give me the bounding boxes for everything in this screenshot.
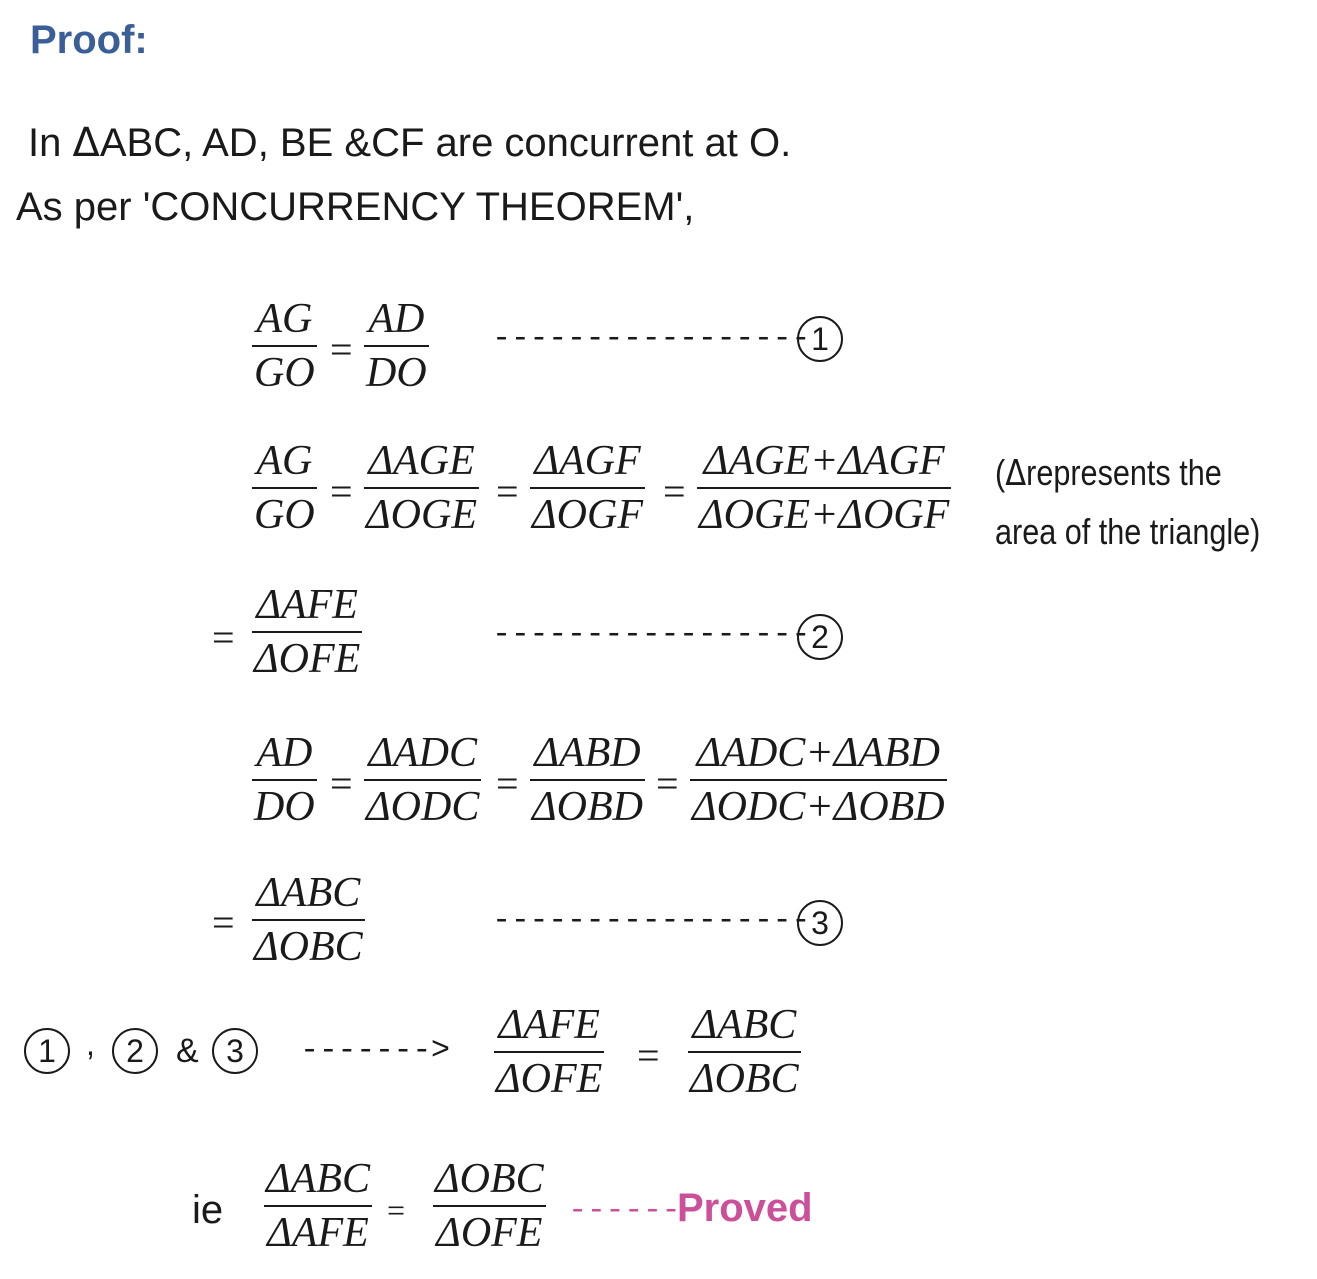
delta-symbol: Δ <box>72 120 100 166</box>
eq1-dash-line: ----------------- <box>492 320 810 357</box>
eq2-fraction-2 <box>364 438 479 538</box>
intro-prefix: In <box>28 121 62 165</box>
equals-sign: = <box>637 1033 660 1078</box>
eq4-f3-denominator: ΔOBD <box>532 784 643 830</box>
equals-sign: = <box>330 469 353 514</box>
eq3-fraction <box>252 582 362 682</box>
note-delta-symbol: Δ <box>1005 453 1027 494</box>
eq1-reference-number: 1 <box>797 316 843 362</box>
fraction-bar <box>252 345 317 347</box>
combine-comma: , <box>86 1026 95 1062</box>
equals-sign: = <box>663 469 686 514</box>
eq4-fraction-1 <box>252 730 317 830</box>
conclusion-rhs-denominator: ΔOFE <box>436 1210 543 1256</box>
conclusion-rhs-fraction <box>433 1156 546 1256</box>
combine-ref-2: 2 <box>112 1028 158 1074</box>
eq4-f2-numerator: ΔADC <box>368 730 477 776</box>
equals-sign: = <box>212 900 235 945</box>
area-note-line-1 <box>995 444 1260 503</box>
fraction-bar <box>530 487 645 489</box>
eq1-lhs-denominator: GO <box>254 350 315 396</box>
eq3-reference-number: 3 <box>797 900 843 946</box>
eq3-denominator: ΔOFE <box>254 636 361 682</box>
eq2-f1-numerator: AG <box>256 438 313 484</box>
combine-lhs-denominator: ΔOFE <box>496 1056 603 1102</box>
eq4-fraction-4 <box>690 730 947 830</box>
combine-arrow: -------> <box>300 1032 450 1069</box>
fraction-bar <box>252 631 362 633</box>
equals-sign: = <box>387 1192 406 1228</box>
eq1-rhs-numerator: AD <box>368 296 425 342</box>
eq2-f3-denominator: ΔOGF <box>532 492 643 538</box>
fraction-bar <box>433 1205 546 1207</box>
eq1-rhs-denominator: DO <box>366 350 427 396</box>
fraction-bar <box>690 779 947 781</box>
eq1-lhs-fraction <box>252 296 317 396</box>
equals-sign: = <box>212 615 235 660</box>
eq4-f4-numerator: ΔADC+ΔABD <box>696 730 940 776</box>
eq2-f4-numerator: ΔAGE+ΔAGF <box>703 438 945 484</box>
fraction-bar <box>252 487 317 489</box>
eq1-rhs-fraction <box>364 296 429 396</box>
intro-line-2: As per 'CONCURRENCY THEOREM', <box>16 185 695 229</box>
conclusion-lhs-numerator: ΔABC <box>266 1156 370 1202</box>
eq4-f1-denominator: DO <box>254 784 315 830</box>
eq5-fraction <box>252 870 365 970</box>
eq2-fraction-4 <box>697 438 951 538</box>
combine-rhs-numerator: ΔABC <box>692 1002 797 1048</box>
intro-line-1 <box>28 120 791 166</box>
eq1-lhs-numerator: AG <box>256 296 313 342</box>
equals-sign: = <box>656 761 679 806</box>
eq4-fraction-2 <box>364 730 481 830</box>
eq4-f2-denominator: ΔODC <box>366 784 480 830</box>
eq2-f2-denominator: ΔOGE <box>366 492 477 538</box>
area-note-line-2: area of the triangle) <box>995 511 1261 552</box>
combine-rhs-denominator: ΔOBC <box>690 1056 799 1102</box>
proved-label: Proved <box>677 1186 813 1230</box>
fraction-bar <box>364 779 481 781</box>
proof-title: Proof: <box>30 18 148 62</box>
eq4-f4-denominator: ΔODC+ΔOBD <box>692 784 945 830</box>
fraction-bar <box>364 345 429 347</box>
combine-ampersand: & <box>176 1032 199 1070</box>
note-text: represents the <box>1026 452 1222 493</box>
combine-lhs-numerator: ΔAFE <box>498 1002 600 1048</box>
combine-ref-1: 1 <box>24 1028 70 1074</box>
eq2-f3-numerator: ΔAGF <box>534 438 641 484</box>
eq2-fraction-1 <box>252 438 317 538</box>
eq2-dash-line: ----------------- <box>492 616 810 653</box>
ie-label: ie <box>192 1188 224 1232</box>
eq4-f1-numerator: AD <box>256 730 313 776</box>
eq2-f2-numerator: ΔAGE <box>368 438 475 484</box>
conclusion-lhs-denominator: ΔAFE <box>267 1210 369 1256</box>
fraction-bar <box>364 487 479 489</box>
eq2-f1-denominator: GO <box>254 492 315 538</box>
combine-lhs-fraction <box>494 1002 604 1102</box>
fraction-bar <box>494 1051 604 1053</box>
fraction-bar <box>264 1205 372 1207</box>
equals-sign: = <box>496 469 519 514</box>
eq3-dash-line: ----------------- <box>492 902 810 939</box>
eq2-reference-number: 2 <box>797 614 843 660</box>
combine-rhs-fraction <box>688 1002 801 1102</box>
equals-sign: = <box>496 761 519 806</box>
eq3-numerator: ΔAFE <box>256 582 358 628</box>
fraction-bar <box>697 487 951 489</box>
fraction-bar <box>530 779 645 781</box>
eq5-numerator: ΔABC <box>256 870 361 916</box>
conclusion-rhs-numerator: ΔOBC <box>435 1156 544 1202</box>
intro-rest: ABC, AD, BE &CF are concurrent at O. <box>99 121 792 165</box>
area-note <box>995 444 1260 561</box>
fraction-bar <box>252 779 317 781</box>
equals-sign: = <box>330 761 353 806</box>
eq2-f4-denominator: ΔOGE+ΔOGF <box>699 492 950 538</box>
eq4-f3-numerator: ΔABD <box>534 730 641 776</box>
combine-ref-3: 3 <box>212 1028 258 1074</box>
conclusion-lhs-fraction <box>264 1156 372 1256</box>
eq4-fraction-3 <box>530 730 645 830</box>
proved-dashes: ------- <box>568 1192 699 1229</box>
equals-sign: = <box>330 327 353 372</box>
eq5-denominator: ΔOBC <box>254 924 363 970</box>
note-paren: ( <box>995 452 1006 493</box>
fraction-bar <box>688 1051 801 1053</box>
eq2-fraction-3 <box>530 438 645 538</box>
fraction-bar <box>252 919 365 921</box>
